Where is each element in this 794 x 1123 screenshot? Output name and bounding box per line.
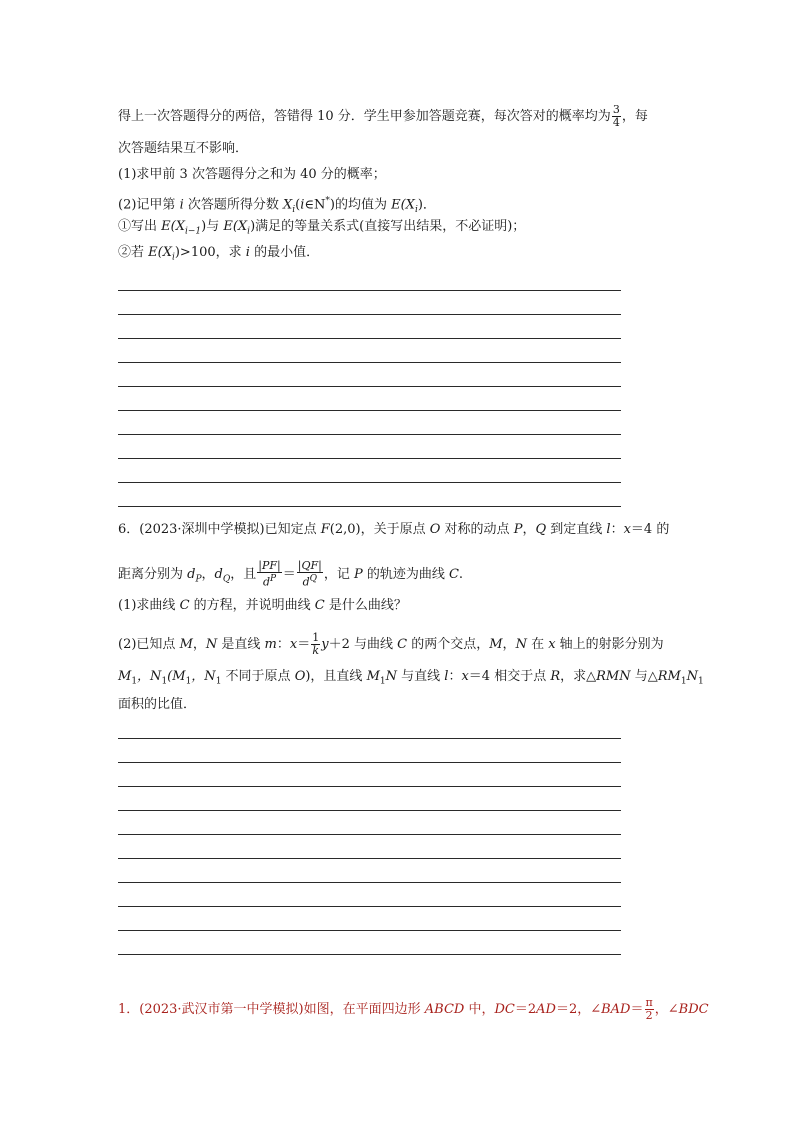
q5-part-2: (2)记甲第 i 次答题所得分数 $X_i(i\in N^*)$的均值为 $E(X_i)$． <box>118 196 436 215</box>
q5-sub-1: ①写出 $E(X_{i-1})$与 $E(X_i)$满足的等量关系式(直接写出结果，不必证明)； <box>118 219 526 237</box>
answer-line <box>118 810 621 811</box>
answer-line <box>118 434 621 435</box>
q6-line-5: $M_1$，$N_1(M_1$，$N_1$ 不同于原点 O)，且直线 $M_1N$ 与直线 l：x＝4 相交于点 R，求△RMN 与$\triangle RM_1N_1$ <box>118 669 704 687</box>
q6-line-2: 距离分别为 $d_P$，$d_Q$，且 $\frac{|PF|}{d^P}$ ＝ $\frac{|QF|}{d^Q}$ ，记 P 的轨迹为曲线 C. <box>118 559 464 589</box>
answer-line <box>118 482 621 483</box>
answer-line <box>118 786 621 787</box>
answer-line <box>118 458 621 459</box>
q5-line-1: 得上一次答题得分的两倍，答错得 10 分．学生甲参加答题竞赛，每次答对的概率均为 $\frac{3}{4}$ ，每 <box>118 103 648 129</box>
q6-part-2: (2)已知点 M，N 是直线 m：x＝ $\frac{1}{k}$ y＋2 与曲线 C 的两个交点，M，N 在 x 轴上的射影分别为 <box>118 631 664 657</box>
answer-line <box>118 362 621 363</box>
answer-line <box>118 882 621 883</box>
answer-line <box>118 930 621 931</box>
slope-fraction: $\frac{1}{k}$ <box>312 631 320 657</box>
answer-line <box>118 738 621 739</box>
answer-line <box>118 386 621 387</box>
answer-line <box>118 506 621 507</box>
q5-line-2: 次答题结果互不影响． <box>118 141 249 156</box>
answer-line <box>118 338 621 339</box>
answer-line <box>118 762 621 763</box>
q1-line-1: 1．(2023·武汉市第一中学模拟)如图，在平面四边形 ABCD 中，DC＝2AD＝2，∠BAD＝ $\frac{\pi}{2}$ ，∠BDC <box>118 996 709 1022</box>
answer-line <box>118 954 621 955</box>
q5-part-1: (1)求甲前 3 次答题得分之和为 40 分的概率； <box>118 167 386 182</box>
q6-line-6: 面积的比值． <box>118 697 197 712</box>
answer-line <box>118 314 621 315</box>
answer-line <box>118 858 621 859</box>
pi-over-two-fraction: $\frac{\pi}{2}$ <box>645 996 653 1022</box>
answer-line <box>118 906 621 907</box>
answer-line <box>118 834 621 835</box>
q5-sub-2: ②若 $E(X_i)>100$，求 i 的最小值． <box>118 245 320 263</box>
ratio-fraction-qf: $\frac{|QF|}{d^Q}$ <box>297 559 322 589</box>
q6-line-1: 6．(2023·深圳中学模拟)已知定点 F(2,0)，关于原点 O 对称的动点 P，Q 到定直线 l：x＝4 的 <box>118 522 670 537</box>
ratio-fraction-pf: $\frac{|PF|}{d^P}$ <box>258 559 281 589</box>
probability-fraction: $\frac{3}{4}$ <box>612 103 620 129</box>
answer-line <box>118 290 621 291</box>
q6-part-1: (1)求曲线 C 的方程，并说明曲线 C 是什么曲线？ <box>118 598 407 613</box>
answer-line <box>118 410 621 411</box>
